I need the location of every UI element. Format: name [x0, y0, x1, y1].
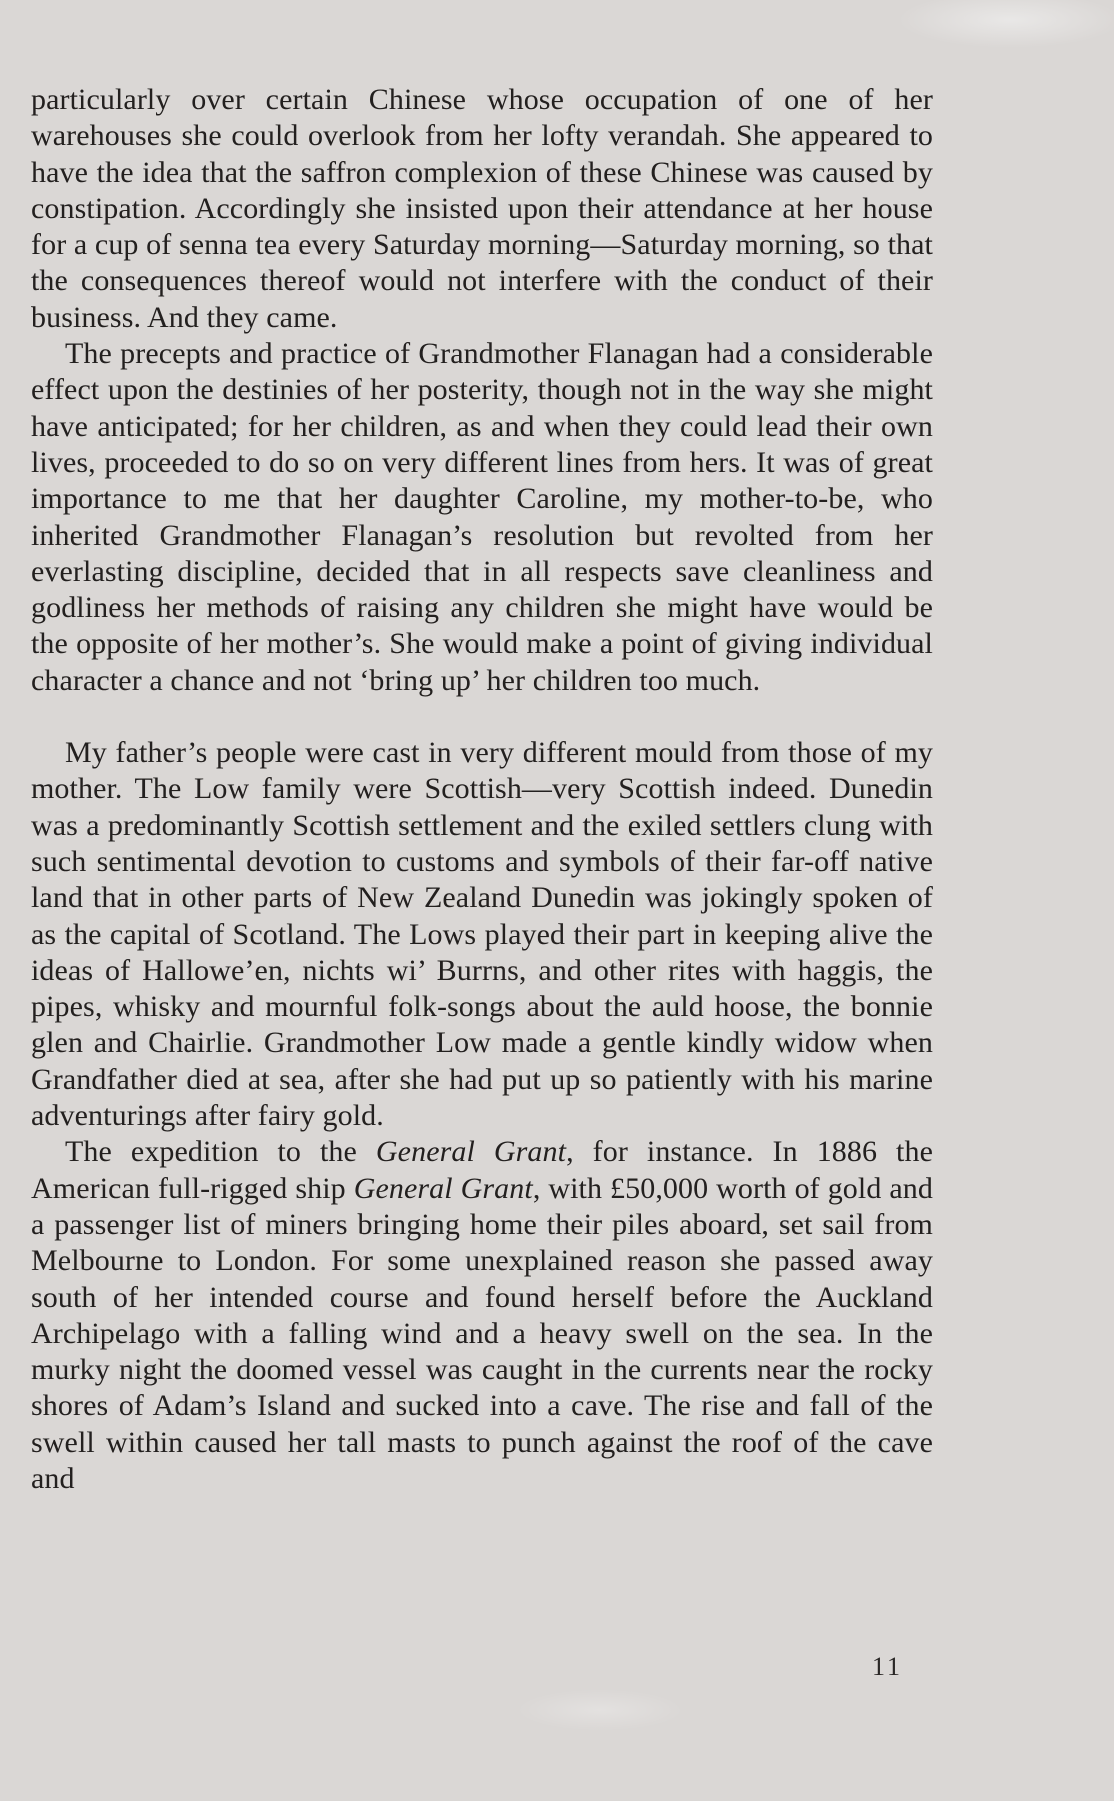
paragraph-text: , for instance. In 1886 the American full-rigged ship — [31, 1135, 934, 1205]
paragraph-text: The expedition to the — [65, 1135, 376, 1169]
body-text — [31, 82, 933, 1497]
page-number: 11 — [872, 1652, 904, 1681]
paragraph-grandmother-flanagan — [31, 336, 933, 699]
paragraph-low-family — [31, 735, 933, 1134]
paragraph-text: particularly over certain Chinese whose occupation of one of her warehouses she could overlook from her lofty verandah. She appeared to have the idea that the saffron complexion of these Chinese was caused by constipation. Accordingly she insisted upon their attendance at her house for a cup of senna tea every Saturday morning—Saturday morning, so that the consequences thereof would not interfere with the conduct of their business. And they came. — [31, 83, 933, 334]
paragraph-senna-tea — [31, 82, 933, 336]
ship-name-italic: General Grant — [353, 1171, 533, 1205]
section-break — [31, 699, 933, 735]
paragraph-text: , with £50,000 worth of gold and a passenger list of miners bringing home their piles aboard, set sail from Melbourne to London. For some unexplained reason she passed away south of her intended course and found herself before the Auckland Archipelago with a falling wind and a heavy swell on the sea. In the murky night the doomed vessel was caught in the currents near the rocky shores of Adam’s Island and sucked into a cave. The rise and fall of the swell within caused her tall masts to punch against the roof of the cave and — [31, 1171, 933, 1495]
ship-name-italic: General Grant — [375, 1135, 567, 1169]
paragraph-text: My father’s people were cast in very different mould from those of my mother. The Low family were Scottish—very Scottish indeed. Dunedin was a predominantly Scottish settlement and the exiled settlers clung with such sentimental devotion to customs and symbols of their far-off native land that in other parts of New Zealand Dunedin was jokingly spoken of as the capital of Scotland. The Lows played their part in keeping alive the ideas of Hallowe’en, nichts wi’ Burrns, and other rites with haggis, the pipes, whisky and mournful folk-songs about the auld hoose, the bonnie glen and Chairlie. Grandmother Low made a gentle kindly widow when Grandfather died at sea, after she had put up so patiently with his marine adventurings after fairy gold. — [31, 736, 933, 1133]
paragraph-text: The precepts and practice of Grandmother Flanagan had a considerable effect upon the destinies of her posterity, though not in the way she might have anticipated; for her children, as and when they could lead their own lives, proceeded to do so on very different lines from hers. It was of great importance to me that her daughter Caroline, my mother-to-be, who inherited Grandmother Flanagan’s resolution but revolted from her everlasting discipline, decided that in all respects save cleanliness and godliness her methods of raising any children she might have would be the opposite of her mother’s. She would make a point of giving individual character a chance and not ‘bring up’ her children too much. — [31, 337, 933, 697]
paragraph-general-grant — [31, 1134, 933, 1497]
